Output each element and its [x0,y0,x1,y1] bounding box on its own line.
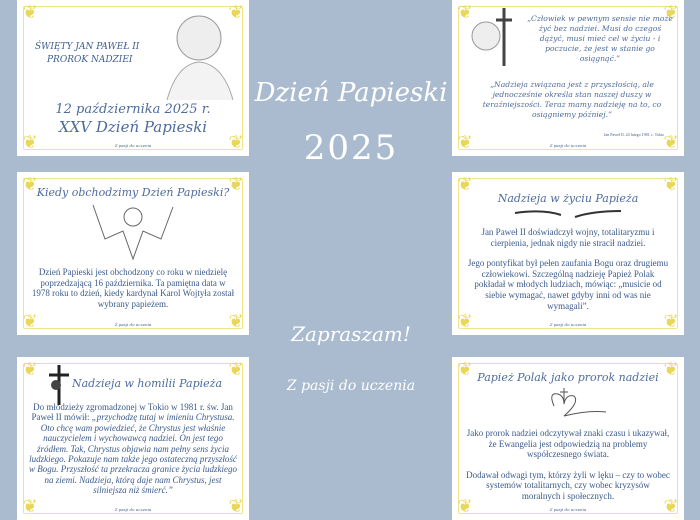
ornament-icon: ❦ [663,311,679,332]
heart-cross-icon [528,384,608,424]
card-prophet [452,357,684,520]
ornament-icon: ❦ [457,132,473,153]
ornament-icon: ❦ [22,2,38,23]
ornament-icon: ❦ [228,174,244,195]
card4-p1: Jan Paweł II doświadczył wojny, totalitaryzmu i cierpienia, jednak nigdy nie stracił nadziei. [481,227,655,248]
card1-line2: PROROK NADZIEI [47,55,133,65]
card6-p1: Jako prorok nadziei odczytywał znaki czasu i ukazywał, że Ewangelia jest odpowiedzią na problemy współczesnego świata. [466,428,670,460]
ornament-icon: ❦ [22,496,38,517]
card-quotes [452,0,684,156]
pope-with-cross-icon [464,6,520,78]
year: 2025 [303,128,399,168]
creation-hands-icon [513,205,623,227]
card1-date: 12 października 2025 r. [55,102,211,117]
brand-text: Z pasji do uczenia [286,378,416,394]
card3-text: Dzień Papieski jest obchodzony co roku w niedzielę poprzedzającą 16 października. Ta pamiętna data w 1978 roku to dzień, kiedy kardynał Karol Wojtyła został wybrany papieżem. [31,267,235,309]
ornament-icon: ❦ [22,174,38,195]
signature: Z pasji do uczenia [114,507,152,512]
ornament-icon: ❦ [228,132,244,153]
card1-subtitle: XXV Dzień Papieski [58,118,208,136]
ornament-icon: ❦ [457,359,473,380]
main-title: Dzień Papieski [254,78,448,108]
ornament-icon: ❦ [22,132,38,153]
ornament-icon: ❦ [663,2,679,23]
ornament-icon: ❦ [457,2,473,23]
card4-title: Nadzieja w życiu Papieża [497,192,639,205]
card5-quote: „przychodzę tutaj w imieniu Chrystusa. Oto chcę wam powiedzieć, że Chrystus jest właśnie nauczycielem i wychowawcą nadziei. On jest tego źródłem. Tak, Chrystus objawia nam pełny sens życia ludzkiego. Pokazuje nam także jego ostateczną przyszłość w Bogu. Przyszłość ta przekracza granice życia ludzkiego na ziemi. Nadzieja, którą daje nam Chrystus, jest silniejsza niż śmierć.” [29,412,237,496]
card-homily [17,357,249,520]
ornament-icon: ❦ [228,359,244,380]
ornament-icon: ❦ [663,132,679,153]
pope-portrait-icon [157,4,237,100]
quote-1: „Człowiek w pewnym sensie nie może żyć bez nadziei. Musi do czegoś dążyć, musi mieć cel w życiu - i poczucie, że jest w stanie go osiągnąć.” [527,14,673,63]
card4-p2: Jego pontyfikat był pełen zaufania Bogu oraz drugiemu człowiekowi. Szczególną nadzieję Papież Polak pokładał w młodych ludziach, mówiąc: „musicie od siebie wymagać, nawet gdyby inni od was nie wymagali”. [467,258,669,311]
card1-line1: ŚWIĘTY JAN PAWEŁ II [35,42,140,52]
card5-title: Nadzieja w homilii Papieża [72,377,223,390]
card6-title: Papież Polak jako prorok nadziei [477,371,659,384]
card3-title: Kiedy obchodzimy Dzień Papieski? [36,186,230,199]
ornament-icon: ❦ [228,2,244,23]
card6-p2: Dodawał odwagi tym, którzy żyli w lęku – czy to wobec systemów totalitarnych, czy wobec kryzysów moralnych i społecznych. [466,469,670,501]
ornament-icon: ❦ [457,174,473,195]
ornament-icon: ❦ [228,496,244,517]
ornament-icon: ❦ [457,496,473,517]
ornament-icon: ❦ [22,311,38,332]
signature: Z pasji do uczenia [114,143,152,148]
quote-source: Jan Paweł II, 24 lutego 1981 r., Tokio [603,132,664,137]
card-when [17,172,249,335]
ornament-icon: ❦ [663,496,679,517]
card-title-poster [17,0,249,156]
card-hope-life [452,172,684,335]
signature: Z pasji do uczenia [549,143,587,148]
signature: Z pasji do uczenia [114,322,152,327]
cross-icon [47,365,69,405]
ornament-icon: ❦ [22,359,38,380]
signature: Z pasji do uczenia [549,507,587,512]
ornament-icon: ❦ [457,311,473,332]
card5-text [29,402,237,496]
invite-text: Zapraszam! [291,322,411,346]
ornament-icon: ❦ [228,311,244,332]
card5-intro: Do młodzieży zgromadzonej w Tokio w 1981 r. św. Jan Paweł II mówił: [31,402,233,423]
signature: Z pasji do uczenia [549,322,587,327]
ornament-icon: ❦ [663,359,679,380]
ornament-icon: ❦ [663,174,679,195]
quote-2: „Nadzieja związana jest z przyszłością, ale jednocześnie określa stan naszej duszy w teraźniejszości. Teraz mamy nadzieję na to, co osiągniemy później.” [482,80,662,119]
pope-raised-arms-icon [83,199,183,261]
